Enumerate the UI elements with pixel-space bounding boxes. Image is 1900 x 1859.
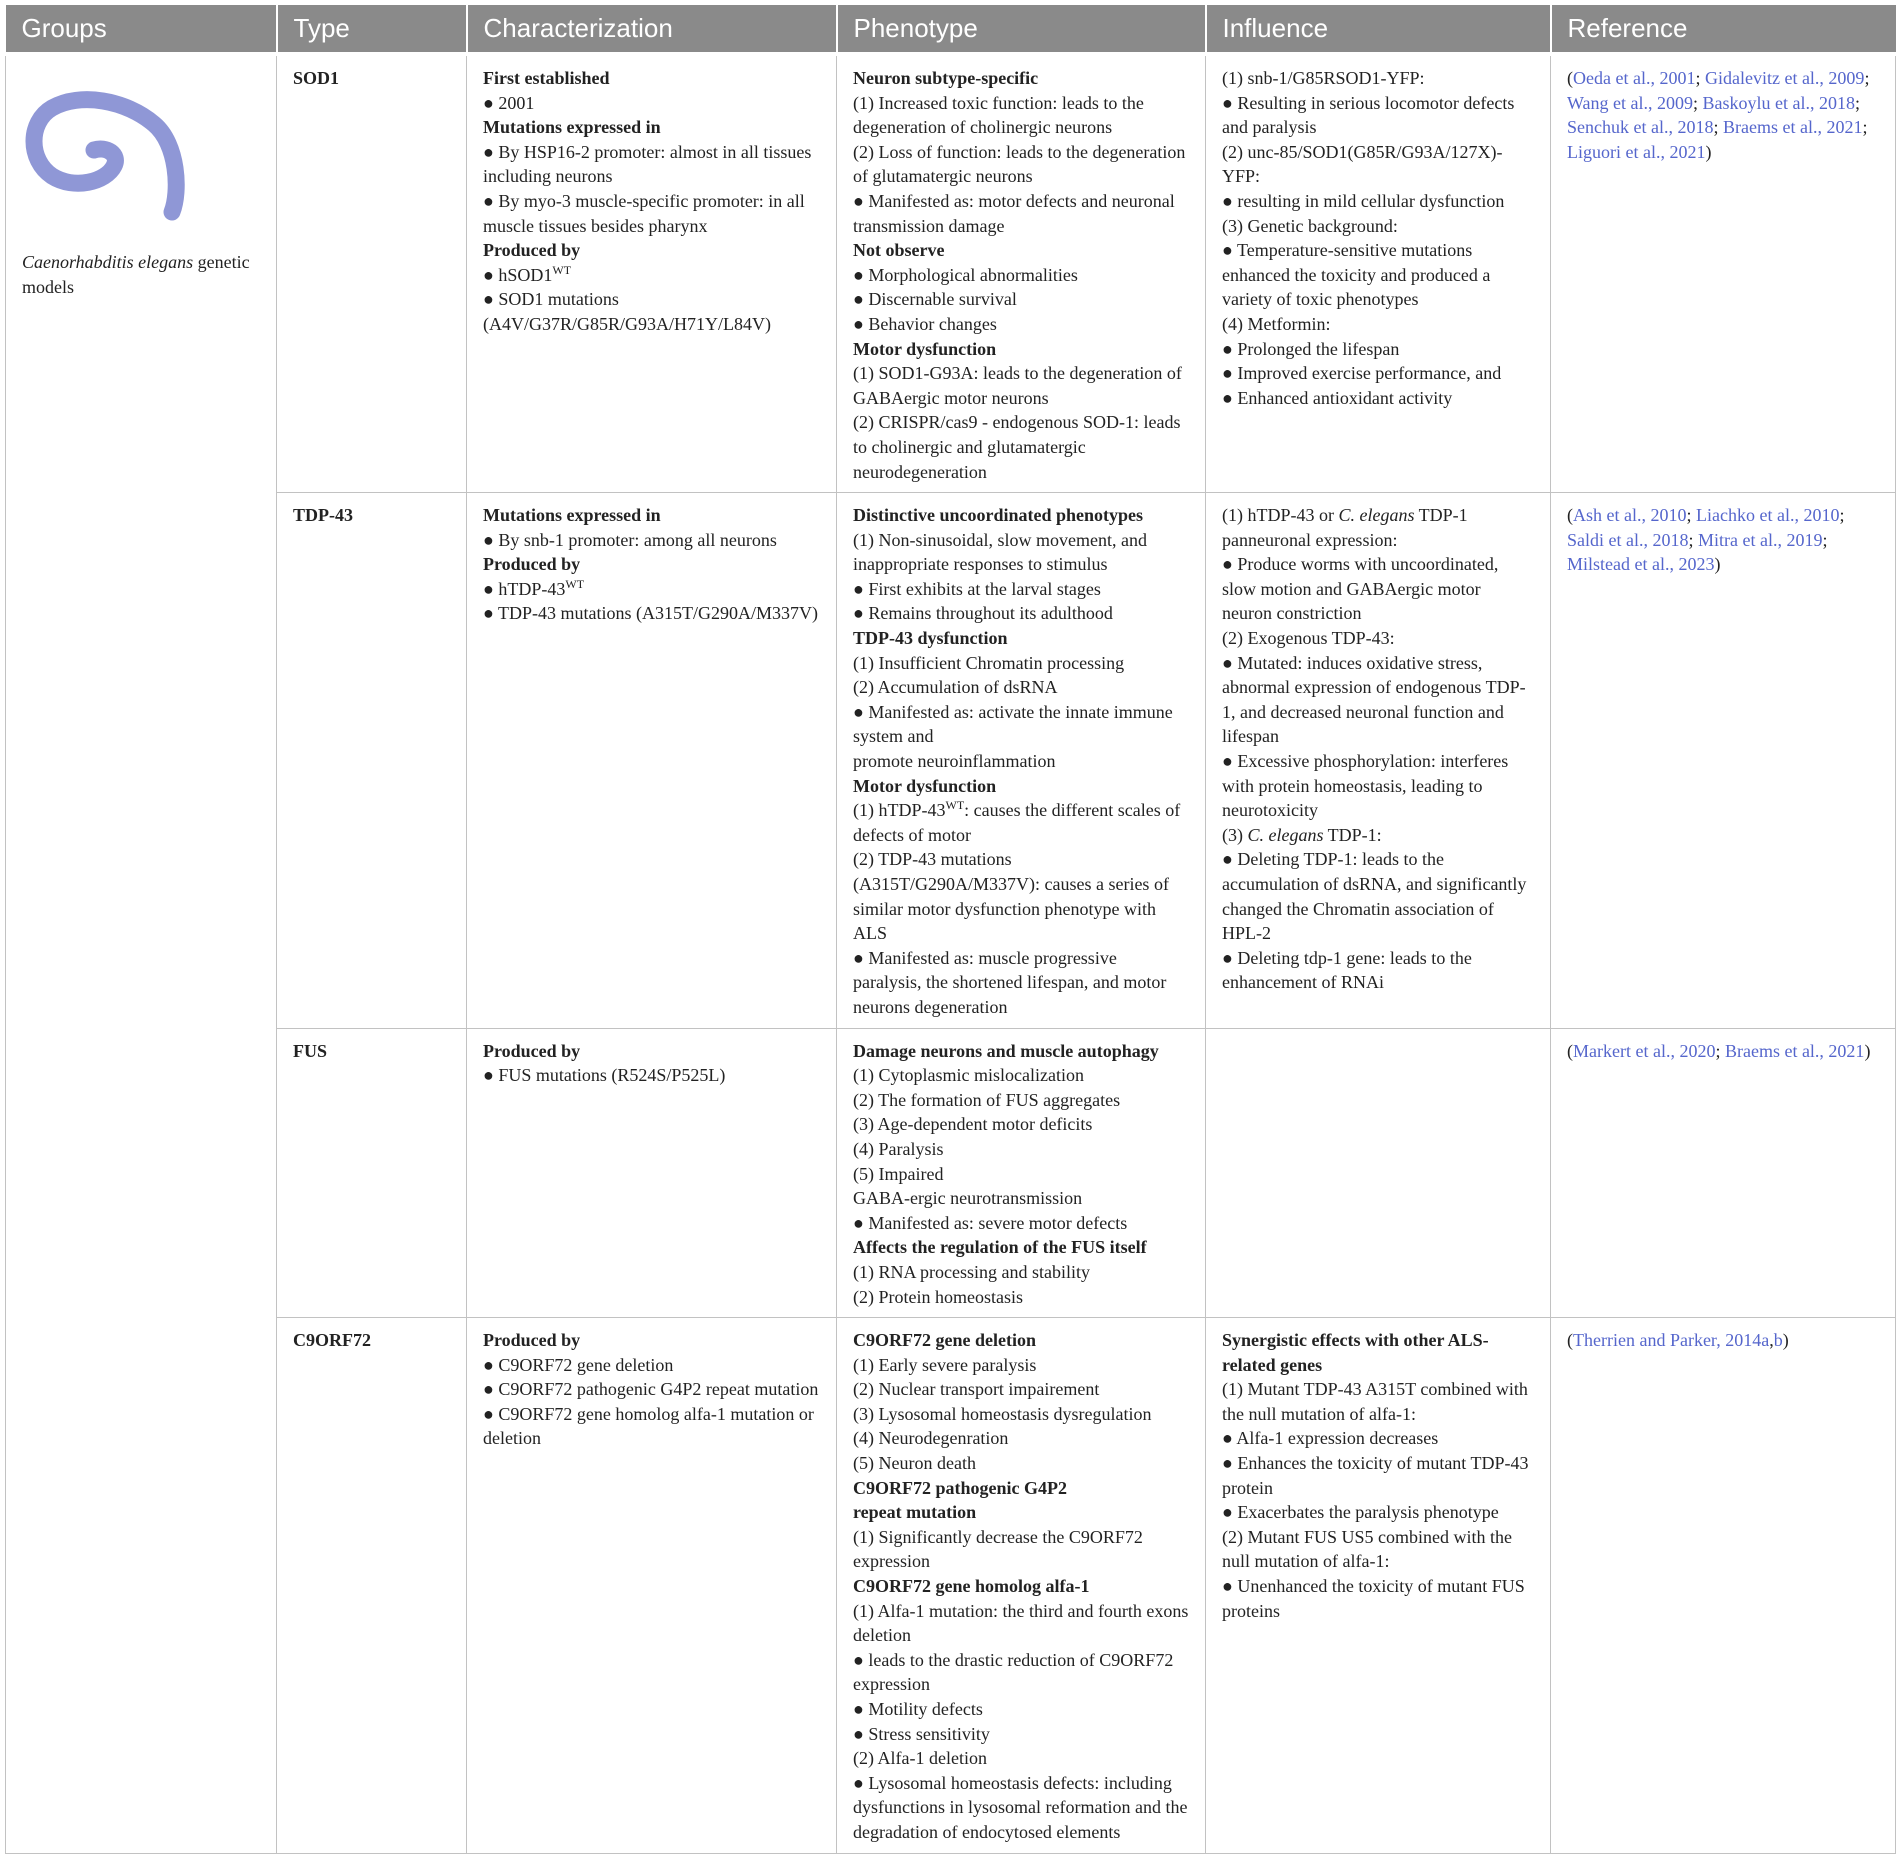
item-text: ● Discernable survival [853,289,1017,310]
table-frame [5,5,1895,1854]
list-item [1222,361,1534,386]
list-item [1222,749,1534,823]
item-text: Motor dysfunction [853,775,997,796]
item-text: ● Improved exercise performance, and [1222,363,1502,384]
list-item [853,528,1189,577]
list-item [853,1697,1189,1722]
list-item [853,287,1189,312]
item-text: (1) hTDP-43 [853,800,946,821]
group-label [22,250,260,299]
item-text: ● Remains throughout its adulthood [853,603,1113,624]
item-text: (1) Insufficient Chromatin processing [853,652,1125,673]
item-text: (1) snb-1/G85RSOD1-YFP: [1222,68,1425,88]
item-text: (1) RNA processing and stability [853,1261,1090,1282]
item-text: ● Manifested as: muscle progressive paralysis, the shortened lifespan, and motor neurons degeneration [853,947,1167,1017]
table-body [6,54,1896,1853]
worm-icon [22,84,212,224]
list-item [1222,66,1534,91]
list-item [853,312,1189,337]
subheading [483,66,820,91]
reference-cell [1551,54,1896,493]
item-text: (4) Paralysis [853,1138,944,1159]
list-item [1222,312,1534,337]
subheading [483,1039,820,1064]
list-item [853,1063,1189,1088]
item-text: Mutations expressed in [483,505,661,526]
item-text: ● SOD1 mutations (A4V/G37R/G85R/G93A/H71Y/L84V) [483,289,771,334]
list-item [483,528,820,553]
list-item [853,91,1189,140]
list-item [1222,214,1534,239]
reference-link[interactable]: Milstead et al., 2023 [1567,554,1715,575]
type-cell [277,493,467,1028]
item-italic: C. elegans [1338,505,1415,526]
reference-link[interactable]: Wang et al., 2009 [1567,92,1694,113]
item-text: promote neuroinflammation [853,751,1056,772]
list-item [1222,503,1534,552]
subheading [853,503,1189,528]
reference-punct: ; [1839,505,1845,526]
item-text: (2) Nuclear transport impairement [853,1379,1100,1400]
reference-punct: ) [1705,141,1712,162]
reference-text [1567,66,1879,164]
item-text: (2) Alfa-1 deletion [853,1748,987,1769]
list-item [1222,91,1534,140]
subheading [853,1476,1189,1501]
item-text: ● resulting in mild cellular dysfunction [1222,190,1505,211]
item-text: ● Mutated: induces oxidative stress, abnormal expression of endogenous TDP-1, and decreased neuronal function and lifespan [1222,652,1526,747]
list-item [853,1211,1189,1236]
subheading [853,626,1189,651]
list-item [483,91,820,116]
item-text: ● Excessive phosphorylation: interferes with protein homeostasis, leading to neurotoxicity [1222,751,1509,821]
phenotype-cell [837,1318,1206,1853]
item-text: (2) Loss of function: leads to the degeneration of glutamatergic neurons [853,141,1186,187]
table-row [6,54,1896,493]
reference-link[interactable]: b [1773,1330,1783,1351]
item-text: ● Lysosomal homeostasis defects: including dysfunctions in lysosomal reformation and the degradation of endocytosed elements [853,1772,1188,1842]
item-text: C9ORF72 pathogenic G4P2 [853,1477,1067,1498]
item-text: ● Unenhanced the toxicity of mutant FUS proteins [1222,1576,1525,1621]
list-item [853,1525,1189,1574]
reference-link[interactable]: Braems et al., 2021 [1724,1040,1865,1061]
list-item [483,577,820,602]
list-item [1222,1377,1534,1426]
list-item [853,1162,1189,1187]
item-text: ● Alfa-1 expression decreases [1222,1428,1439,1449]
list-item [483,1402,820,1451]
type-name: TDP-43 [293,505,353,526]
influence-cell [1206,1028,1551,1318]
reference-link[interactable]: Liguori et al., 2021 [1567,141,1706,162]
list-item [853,1260,1189,1285]
item-text: ● C9ORF72 gene deletion [483,1354,674,1375]
item-text: Synergistic effects with other ALS-related genes [1222,1330,1489,1375]
subheading [853,1328,1189,1353]
item-text: ● Enhances the toxicity of mutant TDP-43 protein [1222,1453,1529,1498]
characterization-cell [467,1028,837,1318]
item-text: Motor dysfunction [853,338,997,359]
item-text: C9ORF72 gene homolog alfa-1 [853,1576,1090,1597]
item-text: ● By myo-3 muscle-specific promoter: in all muscle tissues besides pharynx [483,190,805,236]
item-italic: C. elegans [1247,824,1324,845]
reference-punct: ) [1714,554,1721,575]
list-item [853,263,1189,288]
item-text: ● Motility defects [853,1699,983,1719]
header-phenotype: Phenotype [837,5,1206,54]
reference-punct: ; [1688,529,1698,550]
list-item [853,1402,1189,1427]
list-item [853,946,1189,1020]
item-text: ● hSOD1 [483,264,553,285]
list-item [853,1088,1189,1113]
reference-punct: ) [1864,1040,1871,1061]
item-text: Not observe [853,240,945,261]
reference-text [1567,1039,1879,1064]
type-cell [277,1318,467,1853]
list-item [483,263,820,288]
item-text: (3) [1222,824,1248,845]
item-text: (2) TDP-43 mutations (A315T/G290A/M337V): causes a series of similar motor dysfunction phenotype with ALS [853,849,1169,944]
list-item [853,361,1189,410]
list-item [853,1353,1189,1378]
list-item [1222,1451,1534,1500]
reference-link[interactable]: Mitra et al., 2019 [1698,529,1823,550]
reference-punct: ; [1855,92,1861,113]
phenotype-cell [837,54,1206,493]
item-text: (1) Alfa-1 mutation: the third and fourth exons deletion [853,1600,1189,1646]
item-text: (2) Exogenous TDP-43: [1222,628,1395,649]
list-item [853,847,1189,945]
header-groups: Groups [6,5,277,54]
subheading [483,503,820,528]
phenotype-cell [837,1028,1206,1318]
item-text: (2) unc-85/SOD1(G85R/G93A/127X)-YFP: [1222,141,1503,187]
type-cell [277,1028,467,1318]
item-text: TDP-43 dysfunction [853,628,1008,649]
item-text: (2) The formation of FUS aggregates [853,1089,1121,1110]
item-text: ● Deleting TDP-1: leads to the accumulation of dsRNA, and significantly changed the Chromatin association of HPL-2 [1222,849,1527,944]
item-text: (1) hTDP-43 or [1222,505,1339,526]
item-text: Affects the regulation of the FUS itself [853,1237,1147,1258]
header-reference: Reference [1551,5,1896,54]
reference-punct: ; [1715,1040,1725,1061]
subheading [853,1039,1189,1064]
superscript: WT [552,262,572,277]
reference-link[interactable]: Saldi et al., 2018 [1567,529,1689,550]
reference-link[interactable]: Ash et al., 2010 [1573,505,1687,526]
table-header [6,5,1896,54]
item-text: (1) Early severe paralysis [853,1354,1037,1375]
item-text: ● First exhibits at the larval stages [853,578,1101,599]
influence-cell [1206,493,1551,1028]
item-text: ● Resulting in serious locomotor defects and paralysis [1222,92,1515,138]
phenotype-cell [837,493,1206,1028]
item-text: (1) SOD1-G93A: leads to the degeneration of GABAergic motor neurons [853,363,1182,408]
table-row [6,493,1896,1028]
list-item [853,1599,1189,1648]
item-text: ● By HSP16-2 promoter: almost in all tissues including neurons [483,141,812,187]
item-text: (1) Increased toxic function: leads to the degeneration of cholinergic neurons [853,92,1144,138]
reference-punct: ( [1567,1040,1573,1061]
header-characterization: Characterization [467,5,837,54]
item-text: ● Prolonged the lifespan [1222,338,1400,359]
als-models-table [5,5,1896,1854]
item-text: (1) Significantly decrease the C9ORF72 expression [853,1526,1143,1572]
reference-link[interactable]: Baskoylu et al., 2018 [1702,92,1856,113]
item-text: ● Exacerbates the paralysis phenotype [1222,1502,1499,1523]
list-item [483,287,820,336]
list-item [483,1063,820,1088]
list-item [483,1377,820,1402]
item-text: (1) Non-sinusoidal, slow movement, and inappropriate responses to stimulus [853,529,1147,575]
subheading [483,1328,820,1353]
list-item [853,140,1189,189]
list-item [853,577,1189,602]
subheading [1222,1328,1534,1377]
item-text-after: : causes the different scales of defects of motor [853,800,1181,845]
list-item [853,1377,1189,1402]
list-item [853,1426,1189,1451]
item-text: ● Behavior changes [853,313,997,334]
item-text: Mutations expressed in [483,117,661,138]
reference-link[interactable]: Therrien and Parker, 2014a [1573,1330,1770,1351]
characterization-cell [467,493,837,1028]
group-cell [6,54,277,1853]
superscript: WT [945,798,965,813]
item-text: Damage neurons and muscle autophagy [853,1040,1159,1061]
item-text: ● Morphological abnormalities [853,264,1078,285]
item-text: ● hTDP-43 [483,578,566,599]
item-text: Produced by [483,240,581,261]
item-text: ● Manifested as: motor defects and neuronal transmission damage [853,190,1175,236]
type-name: C9ORF72 [293,1330,371,1351]
item-text: Distinctive uncoordinated phenotypes [853,505,1144,526]
subheading [483,238,820,263]
reference-cell [1551,1028,1896,1318]
reference-punct: , [1769,1330,1774,1351]
list-item [483,189,820,238]
item-text: ● FUS mutations (R524S/P525L) [483,1065,726,1086]
table-row [6,1028,1896,1318]
subheading [853,1500,1189,1525]
reference-cell [1551,1318,1896,1853]
type-name: SOD1 [293,68,340,88]
list-item [1222,626,1534,651]
reference-punct: ; [1693,92,1703,113]
characterization-cell [467,1318,837,1853]
list-item [1222,337,1534,362]
reference-punct: ; [1822,529,1828,550]
list-item [1222,1500,1534,1525]
list-item [853,1451,1189,1476]
list-item [853,189,1189,238]
influence-cell [1206,1318,1551,1853]
list-item [1222,386,1534,411]
reference-punct: ; [1713,117,1723,138]
item-text: (2) Mutant FUS US5 combined with the null mutation of alfa-1: [1222,1526,1512,1572]
list-item [853,1112,1189,1137]
reference-link[interactable]: Braems et al., 2021 [1723,117,1863,138]
list-item [483,601,820,626]
item-text: (3) Genetic background: [1222,215,1398,236]
list-item [1222,238,1534,312]
item-text: repeat mutation [853,1502,977,1523]
item-text: ● leads to the drastic reduction of C9ORF72 expression [853,1649,1174,1695]
reference-punct: ; [1862,117,1868,138]
subheading [483,115,820,140]
item-text: First established [483,68,610,88]
item-text: (5) Impaired [853,1163,944,1184]
subheading [853,238,1189,263]
item-text: ● By snb-1 promoter: among all neurons [483,529,777,550]
reference-link[interactable]: Gidalevitz et al., 2009 [1704,68,1865,88]
list-item [853,675,1189,700]
reference-punct: ; [1686,505,1696,526]
influence-cell [1206,54,1551,493]
reference-punct: ; [1864,68,1870,88]
list-item [1222,1574,1534,1623]
reference-link[interactable]: Oeda et al., 2001 [1573,68,1696,88]
item-text: C9ORF72 gene deletion [853,1330,1036,1351]
reference-link[interactable]: Markert et al., 2020 [1573,1040,1716,1061]
list-item [1222,140,1534,189]
list-item [853,798,1189,847]
item-text: (2) CRISPR/cas9 - endogenous SOD-1: leads to cholinergic and glutamatergic neurodegeneration [853,412,1181,482]
item-text: (3) Age-dependent motor deficits [853,1114,1093,1135]
reference-link[interactable]: Liachko et al., 2010 [1696,505,1840,526]
list-item [853,700,1189,749]
item-text: (4) Neurodegenration [853,1428,1009,1449]
subheading [853,66,1189,91]
reference-punct: ) [1782,1330,1789,1351]
item-text: ● Produce worms with uncoordinated, slow motion and GABAergic motor neuron constriction [1222,554,1499,624]
item-text: ● Manifested as: activate the innate immune system and [853,701,1173,747]
list-item [853,410,1189,484]
reference-cell [1551,493,1896,1028]
list-item [853,1285,1189,1310]
item-text: ● C9ORF72 gene homolog alfa-1 mutation or deletion [483,1403,814,1449]
subheading [853,337,1189,362]
list-item [853,651,1189,676]
subheading [853,1574,1189,1599]
list-item [853,1186,1189,1211]
item-text: ● Enhanced antioxidant activity [1222,387,1453,408]
item-text: (2) Protein homeostasis [853,1286,1023,1307]
list-item [1222,1426,1534,1451]
reference-punct: ( [1567,1330,1573,1351]
item-text: ● Deleting tdp-1 gene: leads to the enhancement of RNAi [1222,947,1472,993]
characterization-cell [467,54,837,493]
group-label-italic: Caenorhabditis elegans [22,252,194,272]
item-text: Produced by [483,554,581,575]
item-text: (3) Lysosomal homeostasis dysregulation [853,1403,1152,1424]
item-text: (1) Cytoplasmic mislocalization [853,1065,1084,1086]
item-text: (4) Metformin: [1222,313,1331,334]
item-text: (1) Mutant TDP-43 A315T combined with the null mutation of alfa-1: [1222,1379,1528,1424]
type-name: FUS [293,1040,328,1061]
list-item [1222,823,1534,848]
item-text: ● TDP-43 mutations (A315T/G290A/M337V) [483,603,819,624]
list-item [853,1648,1189,1697]
superscript: WT [565,576,585,591]
item-text: ● 2001 [483,92,535,113]
header-row [6,5,1896,54]
list-item [853,1137,1189,1162]
reference-punct: ( [1567,68,1573,88]
reference-punct: ; [1695,68,1705,88]
list-item [483,1353,820,1378]
reference-link[interactable]: Senchuk et al., 2018 [1567,117,1714,138]
subheading [483,552,820,577]
list-item [853,1771,1189,1845]
type-cell [277,54,467,493]
header-influence: Influence [1206,5,1551,54]
list-item [1222,847,1534,945]
list-item [853,749,1189,774]
list-item [1222,1525,1534,1574]
item-text: Produced by [483,1330,581,1351]
list-item [1222,189,1534,214]
item-text: Produced by [483,1040,581,1061]
reference-text [1567,1328,1879,1353]
item-text: (2) Accumulation of dsRNA [853,677,1058,698]
item-text-after: TDP-1: [1323,824,1382,845]
list-item [853,1722,1189,1747]
item-text: ● Stress sensitivity [853,1723,990,1744]
list-item [853,601,1189,626]
subheading [853,1235,1189,1260]
table-row [6,1318,1896,1853]
item-text: GABA-ergic neurotransmission [853,1188,1083,1209]
reference-punct: ( [1567,505,1573,526]
list-item [1222,946,1534,995]
reference-text [1567,503,1879,577]
item-text-after: TDP-1 panneuronal expression: [1222,505,1468,550]
subheading [853,774,1189,799]
item-text: (5) Neuron death [853,1453,976,1474]
item-text: Neuron subtype-specific [853,68,1039,88]
list-item [1222,651,1534,749]
item-text: ● Temperature-sensitive mutations enhanced the toxicity and produced a variety of toxic phenotypes [1222,240,1491,310]
item-text: ● C9ORF72 pathogenic G4P2 repeat mutation [483,1379,819,1400]
group-label-rest: genetic models [22,252,250,297]
list-item [853,1746,1189,1771]
header-type: Type [277,5,467,54]
list-item [1222,552,1534,626]
item-text: ● Manifested as: severe motor defects [853,1212,1128,1233]
list-item [483,140,820,189]
